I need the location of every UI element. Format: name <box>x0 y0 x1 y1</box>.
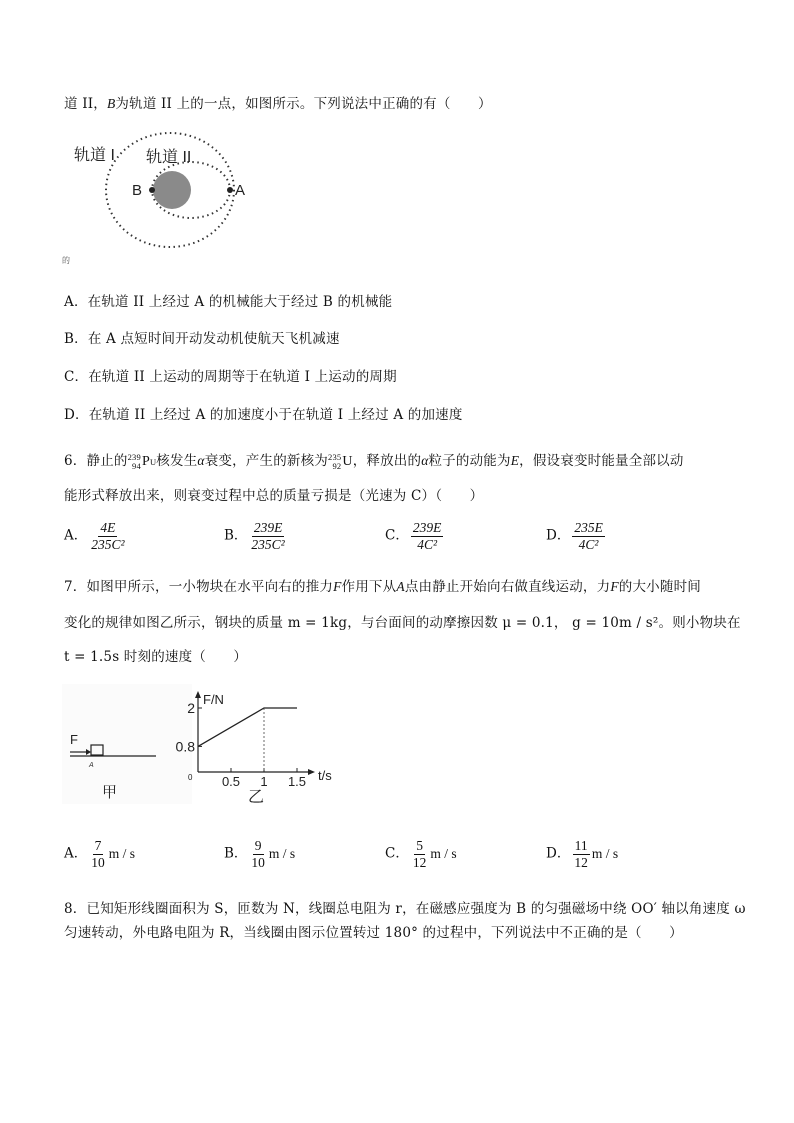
text: 粒子的动能为 <box>428 453 511 469</box>
caption-yi: 乙 <box>248 789 265 806</box>
option-text: 在轨道 II 上运动的周期等于在轨道 I 上运动的周期 <box>88 369 397 385</box>
fraction <box>572 838 590 870</box>
text: 的大小随时间 <box>618 579 701 595</box>
x-tick-label: 1.5 <box>287 774 307 789</box>
option-letter: C． <box>385 845 409 862</box>
numerator: 239E <box>253 520 283 535</box>
alpha: α <box>421 453 429 468</box>
numerator: 5 <box>416 838 423 853</box>
numerator: 4E <box>100 520 116 535</box>
nuclide-u <box>328 453 353 471</box>
x-axis-arrow <box>308 769 315 775</box>
element-symbol: U <box>342 453 353 469</box>
option-text: 在轨道 II 上经过 A 的加速度小于在轨道 I 上经过 A 的加速度 <box>88 407 463 423</box>
q5-option-b <box>64 327 340 347</box>
charge-number: 92 <box>332 460 342 471</box>
text: 核发生 <box>156 453 198 469</box>
q7-option-d <box>546 838 618 870</box>
text: 作用下从 <box>341 579 397 595</box>
numerator: 235E <box>574 520 603 535</box>
point-symbol: A <box>396 579 405 594</box>
unit: m / s <box>268 846 296 862</box>
y-axis-arrow <box>195 691 201 698</box>
q7-option-b <box>224 838 295 870</box>
text: 点由静止开始向右做直线运动，力 <box>404 579 611 595</box>
unit: m / s <box>591 846 619 862</box>
denominator: 4C² <box>417 536 437 552</box>
fraction <box>411 520 444 552</box>
corner-mark: 的 <box>62 256 70 265</box>
q7-stem-line3: t = 1.5s 时刻的速度（ ） <box>64 649 248 665</box>
mass-number: 239 <box>127 451 141 462</box>
q8-stem-line2: 匀速转动，外电路电阻为 R，当线圈由图示位置转过 180° 的过程中，下列说法中不正确的是（ ） <box>64 925 683 941</box>
y-axis-label: F/N <box>203 692 224 707</box>
force-series-line <box>198 708 297 746</box>
caption-jia: 甲 <box>102 784 118 801</box>
element-symbol-sub: U <box>149 456 157 467</box>
q5-option-a <box>64 290 392 310</box>
option-letter: D． <box>546 845 571 862</box>
numerator: 239E <box>412 520 442 535</box>
fraction <box>572 520 605 552</box>
option-letter: C． <box>385 527 409 544</box>
q7-option-c <box>385 838 457 870</box>
orbit-2-label: 轨道 II <box>146 149 192 166</box>
q5-option-d <box>64 403 463 423</box>
q6-stem-line2: 能形式释放出来，则衰变过程中总的质量亏损是（光速为 C）（ ） <box>64 488 484 504</box>
nuclide-pu <box>128 453 157 471</box>
option-letter: A． <box>64 527 88 544</box>
option-letter: B． <box>224 527 248 544</box>
q5-stem-part: 道 II， <box>64 96 107 112</box>
denominator: 12 <box>412 854 427 870</box>
charge-number: 94 <box>132 460 141 471</box>
text: 7．如图甲所示，一小物块在水平向右的推力 <box>64 579 334 595</box>
denominator: 12 <box>574 854 588 870</box>
fraction <box>249 838 267 870</box>
point-a-label: A <box>89 762 94 769</box>
mass-number: 235 <box>328 451 342 462</box>
option-letter: D． <box>546 527 571 544</box>
option-letter: A． <box>64 294 88 310</box>
q5-stem <box>64 92 492 112</box>
unit: m / s <box>108 846 136 862</box>
text: ，释放出的 <box>352 453 422 469</box>
denominator: 10 <box>251 854 265 870</box>
fraction <box>411 838 429 870</box>
force-symbol: F <box>333 579 342 594</box>
q6-option-c <box>385 520 445 552</box>
y-tick-label: 2 <box>187 700 195 716</box>
block-figure <box>62 684 192 804</box>
option-letter: B． <box>224 845 248 862</box>
orbit-figure <box>62 132 262 266</box>
option-text: 在轨道 II 上经过 A 的机械能大于经过 B 的机械能 <box>87 294 393 310</box>
q7-stem-line1 <box>64 575 701 595</box>
option-letter: C． <box>64 369 89 385</box>
q7-stem-line2: 变化的规律如图乙所示，钢块的质量 m = 1kg，与台面间的动摩擦因数 μ = 0.1， g = 10m / s²。则小物块在 <box>64 615 741 631</box>
force-symbol: F <box>610 579 619 594</box>
x-tick-label: 0.5 <box>221 774 241 789</box>
point-b-label: B <box>132 182 143 199</box>
energy-symbol: E <box>510 453 520 468</box>
q5-option-c <box>64 365 397 385</box>
q5-stem-point: B <box>106 96 116 111</box>
q6-option-d <box>546 520 607 552</box>
q6-stem-line1 <box>64 449 684 470</box>
q6-number: 6．静止的 <box>64 453 128 469</box>
y-tick-label: 0.8 <box>175 738 195 755</box>
denominator: 235C² <box>91 536 125 552</box>
orbit-1-label: 轨道 I <box>74 147 115 164</box>
denominator: 235C² <box>251 536 285 552</box>
option-letter: A． <box>64 845 88 862</box>
denominator: 10 <box>91 854 105 870</box>
numerator: 7 <box>94 838 102 853</box>
element-symbol: P <box>141 453 150 469</box>
fraction <box>249 520 286 552</box>
option-text: 在 A 点短时间开动发动机使航天飞机减速 <box>87 331 340 347</box>
point-a-dot <box>227 187 233 193</box>
point-b-dot <box>149 187 155 193</box>
x-tick-label: 1 <box>260 774 268 789</box>
q5-stem-part: 为轨道 II 上的一点，如图所示。下列说法中正确的有（ ） <box>115 96 492 112</box>
force-time-chart <box>175 688 350 806</box>
denominator: 4C² <box>578 536 599 552</box>
unit: m / s <box>430 846 457 862</box>
option-letter: D． <box>64 407 89 423</box>
origin-label: 0 <box>188 773 193 782</box>
text: 衰变，产生的新核为 <box>204 453 329 469</box>
q7-option-a <box>64 838 135 870</box>
fraction <box>89 520 126 552</box>
alpha: α <box>197 453 205 468</box>
point-a-label: A <box>235 182 246 199</box>
push-force-label: F <box>70 732 78 747</box>
fraction <box>89 838 107 870</box>
q6-option-a <box>64 520 129 552</box>
text: ，假设衰变时能量全部以动 <box>519 453 684 469</box>
numerator: 11 <box>574 838 588 853</box>
q6-option-b <box>224 520 289 552</box>
planet <box>153 171 191 209</box>
x-axis-label: t/s <box>318 768 332 783</box>
option-letter: B． <box>64 331 88 347</box>
numerator: 9 <box>254 838 262 853</box>
q8-stem-line1: 8．已知矩形线圈面积为 S，匝数为 N，线圈总电阻为 r，在磁感应强度为 B 的匀强磁场中绕 OO′ 轴以角速度 ω <box>64 901 746 917</box>
